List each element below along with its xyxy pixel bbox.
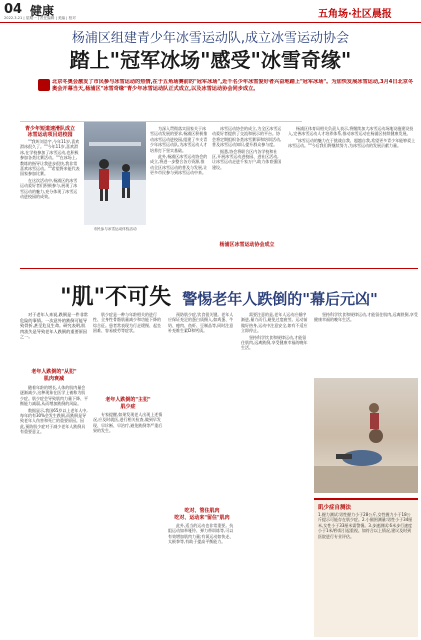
article1-lead-text: 北京冬奥会激发了市民参与冰雪运动的热情,在于五角场赛前的"冠军冰场",近千名少年冰雪爱好者兴奋地踏上"冠军冰场"。为加快发展冰雪运动,3月4日北京冬奥会开幕当天,杨浦区"冰雪奇缘"青少年冰雪运动队正式成立,以及冰雪运动协会同步成立。 <box>52 79 414 92</box>
elderly-fall-illustration <box>314 378 418 493</box>
article1-col2-p1: 为深入贯彻落实国家关于冰雪运动发展的要求,杨浦区积极推动冰雪运动进校园,组建了多支青少年冰雪运动队,为冰雪运动人才培养打下坚实基础。 <box>150 126 208 153</box>
article2-photo <box>314 378 418 493</box>
article1-photo <box>84 122 146 225</box>
section-separator <box>20 268 418 269</box>
article1-col1 <box>20 139 80 259</box>
article2-col2-p2: 专家提醒,如果发现老人出现上述情况,应及时就医,进行相关检查,做到早发现、早诊断、早治疗,避免跌倒等严重后果的发生。 <box>93 412 163 434</box>
article2-col4 <box>241 312 309 634</box>
article2-col1-p2: 数据显示,我国65岁以上老年人中,每年约有30%会发生跌倒,而跌倒是导致老年人伤害和死亡的重要原因。因此,预防肌少症对于减少老年人跌倒具有重要意义。 <box>20 407 88 435</box>
article1-subhead3: 杨浦区冰雪运动协会成立 <box>219 242 275 248</box>
date-line: 2022.3.21 | 星期一 | 责任编辑 | 美编 | 校对 <box>4 16 76 20</box>
article2-col3a <box>168 312 236 502</box>
article1-col1-p1: ""我叫刘浩宇,今年11岁,喜欢滑冰很久了。""今年11岁,喜欢滑冰,在学校参加了冰雪运动,也积极参加各类比赛活动。""在冰场上,教练的指导让我进步很快,我非常喜欢冰雪运动。""希望将来能代表国家参加比赛。 <box>20 139 80 177</box>
article1-col3-p1: 冰雪运动协会的成立,为全区冰雪运动爱好者提供了交流和展示的平台。协会将定期组织各类冰雪赛事和培训活动,普及冰雪运动知识,提升群众参与度。 <box>212 126 282 148</box>
article1-title: 踏上"冠军冰场"感受"冰雪奇缘" <box>69 48 352 72</box>
article1-col2 <box>150 126 208 241</box>
article1-lead <box>52 79 418 115</box>
article2-title-quote: "肌"不可失 <box>60 285 172 310</box>
article2-subhead3: 吃对、管住肌肉 <box>184 508 220 514</box>
page-header <box>0 0 421 22</box>
article1-kicker: 杨浦区组建青少年冰雪运动队,成立冰雪运动协会 <box>71 31 350 46</box>
article2-col3-p1: 预防肌少症,饮食很关键。老年人应保证充足的蛋白质摄入,如鸡蛋、牛奶、瘦肉、鱼虾、豆制品等,同时注意补充维生素D和钙质。 <box>168 312 234 334</box>
article2-col5-p1: 坚持科学饮食和规律运动,才能留住肌肉,远离跌倒,享受健康幸福的晚年生活。 <box>314 312 418 323</box>
article1-col4-p1: 杨浦区体育局相关负责人表示,将继续加大冰雪运动场地设施建设投入,完善冰雪运动人才培养体系,推动冰雪运动在杨浦区持续健康发展。 <box>288 126 414 137</box>
tip-box <box>314 498 418 637</box>
article2-intro <box>20 312 88 364</box>
article2-subhead1b: 肌肉衰减 <box>43 376 64 382</box>
article1-subhead1: 青少年短道速滑队成立 <box>24 126 75 132</box>
section-title: 健康 <box>30 4 55 18</box>
article2-headline <box>20 280 418 310</box>
article2-col4-p2: 坚持科学饮食和规律运动,才能留住肌肉,远离跌倒,享受健康幸福的晚年生活。 <box>241 334 308 351</box>
article1-subhead2: 冰雪运动项目进校园 <box>27 132 73 138</box>
article1-col1-p2: 在这次活动中,杨浦区的冰雪运动爱好者们积极参与,展现了冰雪运动的魅力,充分体现了冰雪运动进校园的成效。 <box>20 177 78 200</box>
article2-col1-p1: 随着年龄的增长,人体的肌肉量会逐渐减少,这种现象在医学上被称为肌少症。肌少症会导致肌肉力量下降、平衡能力减弱,从而增加跌倒的风险。 <box>20 385 88 407</box>
article1-col4 <box>288 126 416 261</box>
article2-subhead2: 老年人跌倒的"主犯" <box>105 397 151 403</box>
article1-col3-p2: 据悉,协会将联合区内各学校和社区,开展冰雪运动进校园、进社区活动,让冰雪运动走进千家万户,助力体育强国建设。 <box>212 148 282 170</box>
article1-col2-p2: 此外,杨浦区冰雪运动协会的成立,将进一步整合各方资源,推动全区冰雪运动的普及与发展,让更多市民参与到冰雪运动中来。 <box>150 154 208 176</box>
tip-box-title: 肌少症自测法 <box>318 505 352 511</box>
article2-col1 <box>20 385 88 635</box>
header-rule <box>0 22 421 23</box>
article1-col3 <box>212 126 282 236</box>
article2-intro-text: 对于老年人来说,跌倒是一件非常危险的事情。一次意外的跌倒可能导致骨折,甚至危及生命。研究表明,肌肉流失是导致老年人跌倒的重要原因之一。 <box>20 312 88 340</box>
article2-col4-p1: 需要注意的是,老年人运动应循序渐进,量力而行,避免过度疲劳。运动前做好热身,运动中注意安全,如有不适应立即停止。 <box>241 312 308 334</box>
article2-subhead2b: 肌少症 <box>120 404 136 410</box>
brand-logo <box>318 2 418 18</box>
article2-col3b <box>168 523 236 635</box>
article2-col5 <box>314 312 418 372</box>
article1-photo-caption: 市民参与冰雪运动体验活动 <box>93 227 137 231</box>
tip-box-text: 1.握力测试:男性握力小于28公斤,女性握力小于18公斤提示可能存在肌少症。2.小腿围测量:男性小于34厘米,女性小于33厘米需警惕。3.步速测试:6米步行速度小于1米/秒需引起重视。如符合以上情况,建议及时到医院进行专业评估。 <box>318 512 413 539</box>
brand-name: 五角场·社区晨报 <box>318 9 392 20</box>
page-number: 04 <box>4 2 23 17</box>
article2-col2a <box>93 312 163 392</box>
article2-col2-p1: 肌少症是一种与年龄相关的进行性、全身性骨骼肌量减少和功能下降的综合征。患者常表现为行走缓慢、起坐困难、容易疲劳等症状。 <box>93 312 161 334</box>
lead-dropcap <box>38 79 50 91</box>
article2-subhead3b: 吃对、运动来"留住"肌肉 <box>174 515 230 521</box>
article2-col3-p2: 此外,适当的运动也非常重要。抗阻运动如举哑铃、弹力带训练等,可以有效增加肌肉力量;有氧运动如快走、太极拳等,有助于提高平衡能力。 <box>168 523 234 545</box>
article2-col2b <box>93 412 163 634</box>
article2-subhead1: 老年人跌倒的"从犯" <box>31 369 77 375</box>
article1-col4-p2: "冰雪运动的魅力在于挑战自我、超越自我,希望更多青少年能够爱上冰雪运动。""今后我们将继续努力,为冰雪运动的发展贡献力量。 <box>288 137 416 149</box>
article2-title-rest: 警惕老年人跌倒的"幕后元凶" <box>182 290 378 308</box>
photo-scene <box>84 122 146 225</box>
article1-divider <box>20 121 302 122</box>
